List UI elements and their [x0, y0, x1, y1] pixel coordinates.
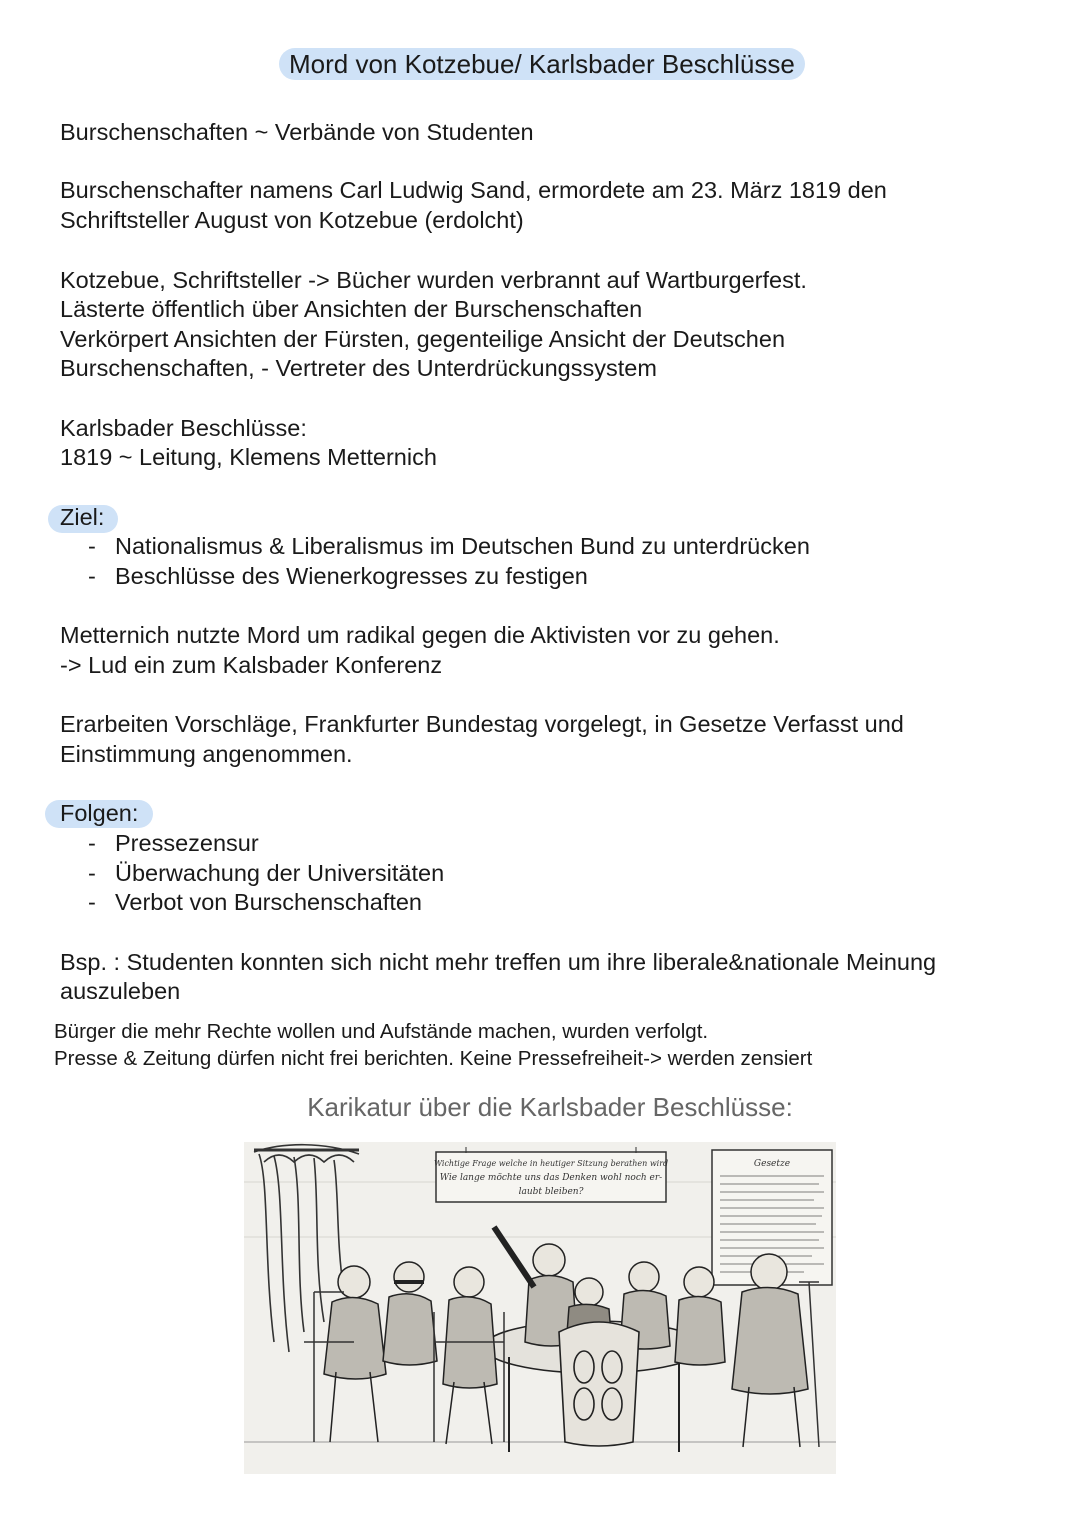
metternich-line-1: Metternich nutzte Mord um radikal gegen die Aktivisten vor zu gehen.: [60, 622, 780, 648]
chair: [559, 1322, 639, 1446]
metternich-line-2: -> Lud ein zum Kalsbader Konferenz: [60, 652, 443, 678]
kotzebue-line-2: Lästerte öffentlich über Ansichten der Burschenschaften: [60, 296, 643, 322]
cartoon-image: [244, 1142, 836, 1474]
buerger-line: Bürger die mehr Rechte wollen und Aufstände machen, wurden verfolgt.: [54, 1020, 709, 1043]
sign-line-1: Wichtige Frage welche in heutiger Sitzung berathen wird: [433, 1159, 669, 1168]
sign-line-3: laubt bleiben?: [518, 1187, 584, 1197]
erarbeiten-line-1: Erarbeiten Vorschläge, Frankfurter Bundestag vorgelegt, in Gesetze Verfasst und: [60, 711, 904, 737]
kotzebue-line-1: Kotzebue, Schriftsteller -> Bücher wurden verbrannt auf Wartburgerfest.: [60, 267, 807, 293]
beispiel-line-2: auszuleben: [60, 978, 181, 1004]
cartoon-caption: Karikatur über die Karlsbader Beschlüsse:: [307, 1092, 793, 1122]
definition-burschenschaften: Burschenschaften ~ Verbände von Studenten: [60, 119, 534, 145]
ziel-item: - Beschlüsse des Wienerkogresses zu festigen: [88, 562, 810, 592]
beispiel-line-1: Bsp. : Studenten konnten sich nicht mehr treffen um ihre liberale&nationale Meinung: [60, 949, 937, 975]
sign-board: [434, 1147, 668, 1202]
erarbeiten-line-2: Einstimmung angenommen.: [60, 741, 353, 767]
ziel-heading: Ziel:: [60, 504, 105, 530]
kotzebue-line-4: Burschenschaften, - Vertreter des Unterdrückungssystem: [60, 355, 657, 381]
sand-line-1: Burschenschafter namens Carl Ludwig Sand, ermordete am 23. März 1819 den: [60, 177, 887, 203]
folgen-heading: Folgen:: [60, 800, 139, 826]
kotzebue-line-3: Verkörpert Ansichten der Fürsten, gegenteilige Ansicht der Deutschen: [60, 326, 786, 352]
presse-line: Presse & Zeitung dürfen nicht frei berichten. Keine Pressefreiheit-> werden zensiert: [54, 1047, 813, 1070]
ziel-list: [88, 532, 810, 591]
folgen-list: [88, 829, 444, 918]
page-title: Mord von Kotzebue/ Karlsbader Beschlüsse: [279, 48, 805, 80]
board-title: Gesetze: [753, 1159, 791, 1169]
cartoon-drawing: [244, 1142, 836, 1474]
folgen-item: - Verbot von Burschenschaften: [88, 888, 444, 918]
karlsbad-heading: Karlsbader Beschlüsse:: [60, 415, 307, 441]
ziel-item: - Nationalismus & Liberalismus im Deutschen Bund zu unterdrücken: [88, 532, 810, 562]
karlsbad-leitung: 1819 ~ Leitung, Klemens Metternich: [60, 444, 437, 470]
folgen-item: - Pressezensur: [88, 829, 444, 859]
sign-line-2: Wie lange möchte uns das Denken wohl noch er-: [439, 1173, 663, 1183]
folgen-item: - Überwachung der Universitäten: [88, 859, 444, 889]
sand-line-2: Schriftsteller August von Kotzebue (erdolcht): [60, 207, 524, 233]
